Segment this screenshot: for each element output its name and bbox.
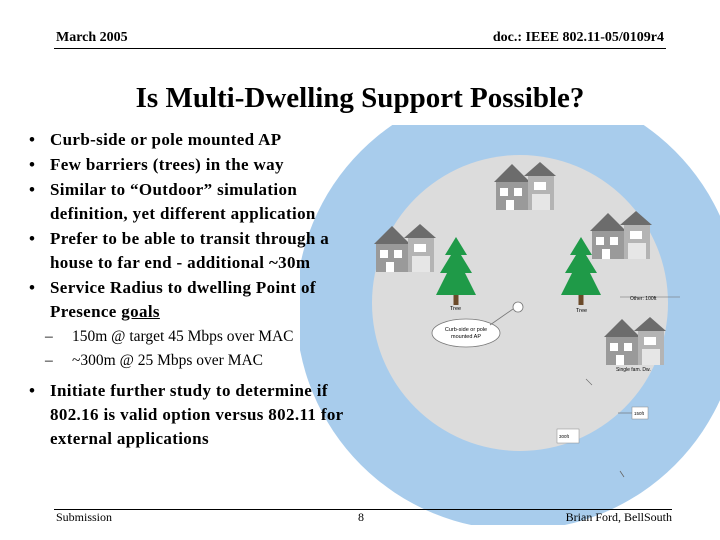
coverage-diagram — [300, 125, 720, 525]
distance-label-right: Other: 100ft — [630, 296, 657, 302]
distance-label-bottom: 300ft — [559, 434, 570, 439]
header-doc-id: doc.: IEEE 802.11-05/0109r4 — [492, 30, 664, 45]
tree-right-label: Tree — [576, 308, 588, 314]
tree-left-label: Tree — [450, 306, 462, 312]
distance-label-lower: 150ft — [634, 411, 645, 416]
sub-bullet-item: – ~300m @ 25 Mbps over MAC — [45, 352, 264, 369]
sub-bullet-item: – 150m @ target 45 Mbps over MAC — [45, 328, 294, 345]
footer-submission: Submission — [56, 510, 113, 524]
footer-author: Brian Ford, BellSouth — [565, 510, 672, 524]
ap-label-line2: mounted AP — [451, 334, 481, 340]
bullet-item: • Service Radius to dwelling Point of Presence goals — [29, 278, 316, 321]
ap-point — [513, 302, 523, 312]
bullet-item: • Curb-side or pole mounted AP — [29, 130, 282, 149]
bullet-list — [25, 128, 345, 452]
slide-title: Is Multi-Dwelling Support Possible? — [135, 82, 585, 114]
bullet-item: • Prefer to be able to transit through a house to far end - additional ~30m — [29, 229, 330, 272]
underlined-goals: goals — [121, 302, 160, 321]
header-rule — [54, 48, 666, 49]
bullet-item: • Similar to “Outdoor” simulation definition, yet different application — [29, 180, 316, 223]
ap-label-bubble — [432, 319, 500, 347]
footer-page-number: 8 — [358, 510, 364, 524]
header-date: March 2005 — [56, 30, 128, 45]
bullet-item: • Initiate further study to determine if 802.16 is valid option versus 802.11 for external applications — [29, 381, 344, 448]
ap-label-line1: Curb-side or pole — [444, 327, 488, 333]
distance-label-house: Single fam. Dw. — [616, 367, 651, 373]
bullet-item: • Few barriers (trees) in the way — [29, 155, 284, 174]
